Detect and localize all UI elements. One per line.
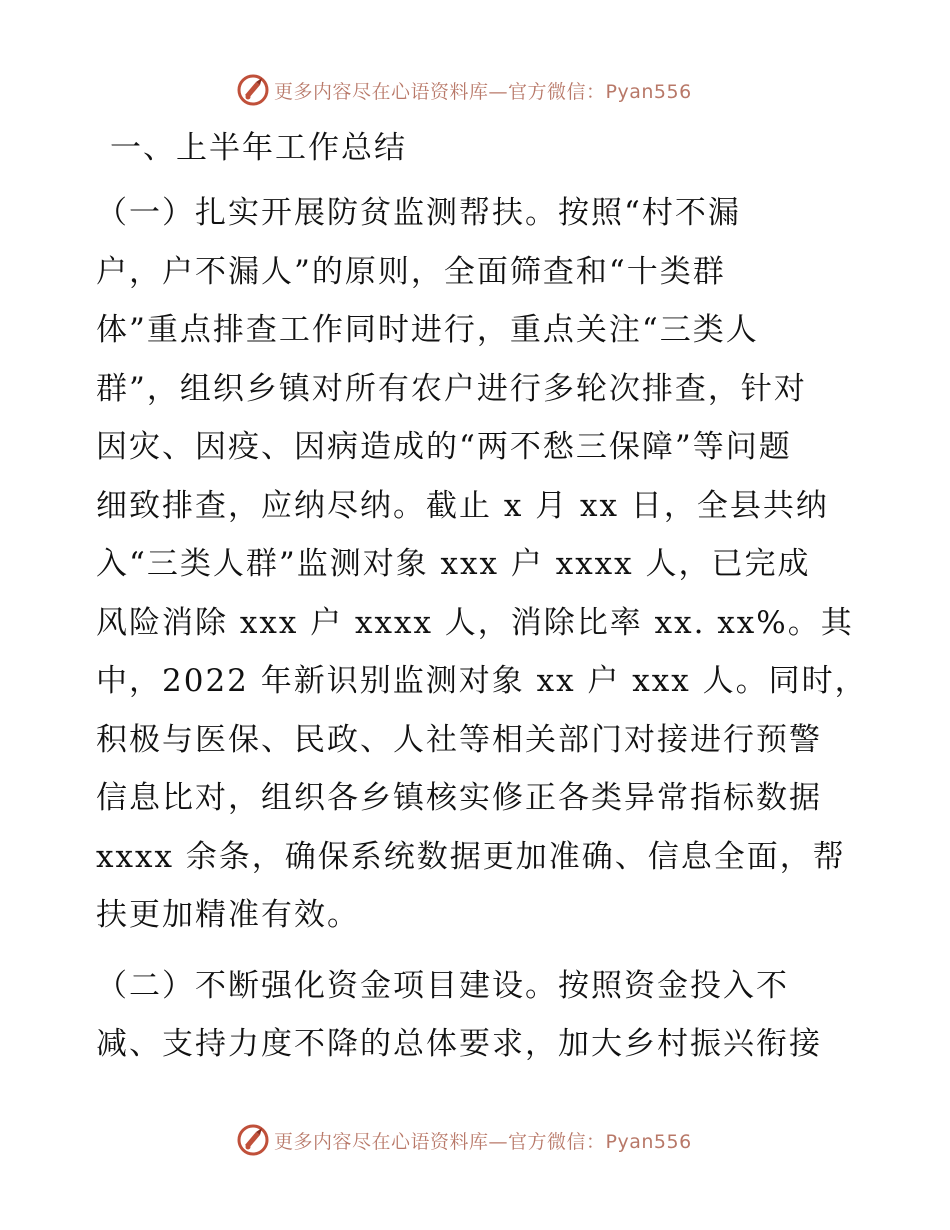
- text-line: 积极与医保、民政、人社等相关部门对接进行预警: [96, 721, 822, 758]
- text-line: 扶更加精准有效。: [96, 897, 360, 933]
- text-line: xxxx 余条，确保系统数据更加准确、信息全面，帮: [96, 838, 846, 875]
- section-heading: 一、上半年工作总结: [110, 130, 407, 166]
- watermark-text: 更多内容尽在心语资料库—官方微信：Pyan556: [274, 1130, 692, 1153]
- document-body: [96, 120, 868, 1086]
- text-line: （二）不断强化资金项目建设。按照资金投入不: [96, 967, 789, 1004]
- text-line: 中，2022 年新识别监测对象 xx 户 xxx 人。同时，: [96, 663, 868, 699]
- paragraph-1: [96, 184, 868, 945]
- text-line: （一）扎实开展防贫监测帮扶。按照“村不漏: [96, 195, 741, 231]
- footer-watermark-banner: [0, 1120, 950, 1160]
- header-watermark-banner: [0, 70, 950, 110]
- text-line: 信息比对，组织各乡镇核实修正各类异常指标数据: [96, 780, 822, 816]
- logo-icon: [236, 1123, 270, 1157]
- text-line: 体”重点排查工作同时进行，重点关注“三类人: [96, 312, 759, 348]
- text-line: 户，户不漏人”的原则，全面筛查和“十类群: [96, 253, 726, 290]
- text-line: 细致排查，应纳尽纳。截止 x 月 xx 日，全县共纳: [96, 487, 829, 524]
- text-line: 入“三类人群”监测对象 xxx 户 xxxx 人，已完成: [96, 546, 811, 582]
- text-line: 因灾、因疫、因病造成的“两不愁三保障”等问题: [96, 429, 792, 465]
- text-line: 减、支持力度不降的总体要求，加大乡村振兴衔接: [96, 1026, 822, 1062]
- paragraph-2: [96, 957, 856, 1074]
- watermark-text: 更多内容尽在心语资料库—官方微信：Pyan556: [274, 80, 692, 103]
- text-line: 风险消除 xxx 户 xxxx 人，消除比率 xx. xx%。其: [96, 604, 854, 641]
- wechat-id: Pyan556: [605, 1130, 692, 1153]
- wechat-id: Pyan556: [605, 80, 692, 103]
- logo-icon: [236, 73, 270, 107]
- text-line: 群”，组织乡镇对所有农户进行多轮次排查，针对: [96, 370, 807, 407]
